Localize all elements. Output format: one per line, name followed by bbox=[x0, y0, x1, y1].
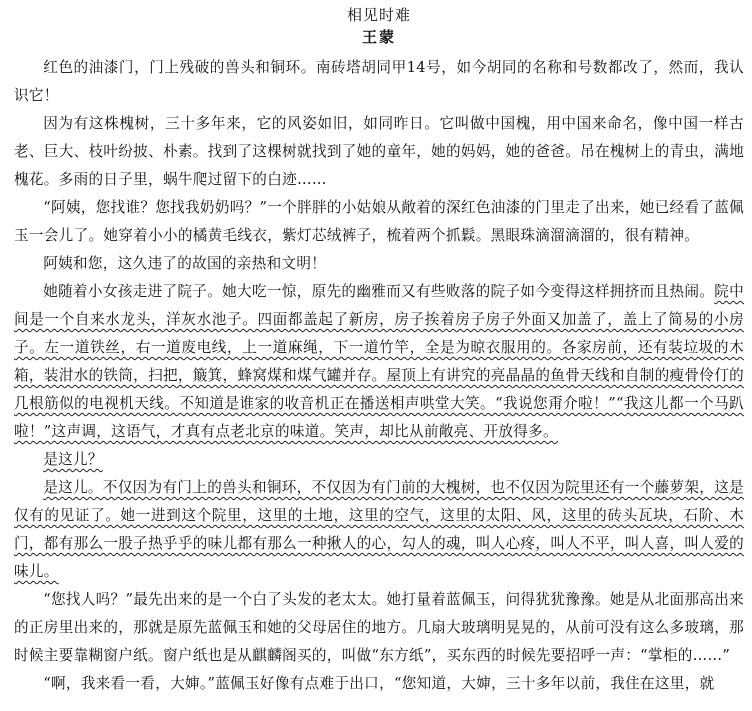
answer-text: 是这儿。不仅因为有门上的兽头和铜环，不仅因为有门前的大槐树，也不仅因为院里还有一个藤萝架，这是仅有的见证了。她一进到这个院里，这里的土地，这里的空气，这里的太阳、风，这里的砖头瓦块，石阶、木门，都有那么一股子热乎乎的味儿都有那么一种揪人的心，勾人的魂，叫人心疼，叫人不平，叫人喜，叫人爱的味儿。 bbox=[14, 479, 744, 580]
yard-lead-text: 她随着小女孩走进了院子。她大吃一惊，原先的幽雅而又有些败落的院子如今变得这样拥挤而且热闹。 bbox=[43, 283, 715, 300]
paragraph-question bbox=[14, 446, 744, 474]
paragraph-little-girl: “阿姨，您找谁？您找我奶奶吗？”一个胖胖的小姑娘从敞着的深红色油漆的门里走了出来，她已经看了蓝佩玉一会儿了。她穿着小小的橘黄毛线衣，紫灯芯绒裤子，梳着两个抓鬏。黑眼珠滴溜滴溜的，很有精神。 bbox=[14, 199, 744, 244]
paragraph-gate: 红色的油漆门，门上残破的兽头和铜环。南砖塔胡同甲14号，如今胡同的名称和号数都改了，然而，我认识它！ bbox=[14, 59, 744, 104]
paragraph-old-lady: “您找人吗？”最先出来的是一个白了头发的老太太。她打量着蓝佩玉，问得犹犹豫豫。她是从北面那高出来的正房里出来的，那就是原先蓝佩玉和她的父母居住的地方。几扇大玻璃明晃晃的，从前可没有这么多玻璃，那时候主要靠糊窗户纸。窗户纸也是从麒麟阁买的，叫做“东方纸”，买东西的时候先要招呼一声：“掌柜的……” bbox=[14, 591, 744, 664]
paragraph-locust-tree: 因为有这株槐树，三十多年来，它的风姿如旧，如同昨日。它叫做中国槐，用中国来命名，像中国一样古老、巨大、枝叶纷披、朴素。找到了这棵树就找到了她的童年，她的妈妈，她的爸爸。吊在槐树上的青虫，满地槐花。多雨的日子里，蜗牛爬过留下的白迹…… bbox=[14, 115, 744, 188]
article-title: 相见时难 bbox=[346, 6, 411, 24]
paragraph-answer bbox=[14, 474, 744, 586]
paragraph-reply: “啊，我来看一看，大婶。”蓝佩玉好像有点难于出口，“您知道，大婶，三十多年以前，我住在这里，就 bbox=[43, 675, 715, 692]
question-text: 是这儿？ bbox=[43, 451, 103, 468]
paragraph-greeting: 阿姨和您，这久违了的故国的亲热和文明！ bbox=[43, 255, 327, 272]
yard-underlined-text: 院中间是一个自来水龙头，洋灰水池子。四面都盖起了新房，房子挨着房子房子外面又加盖了，盖上了简易的小房子。左一道铁丝，右一道废电线，上一道麻绳，下一道竹竿，全是为晾衣服用的。各家房前，还有装垃圾的木箱，装泔水的铁筒，扫把，簸箕，蜂窝煤和煤气罐并存。屋顶上有讲究的亮晶晶的鱼骨天线和自制的瘦骨伶仃的几根筋似的电视机天线。不知道是谁家的收音机正在播送相声哄堂大笑。“我说您甭介啦！”“我这儿都一个马趴啦！”这声调，这语气，才真有点老北京的味道。笑声，却比从前敞亮、开放得多。 bbox=[14, 283, 744, 440]
article-author: 王蒙 bbox=[361, 28, 396, 46]
paragraph-yard bbox=[14, 278, 744, 446]
